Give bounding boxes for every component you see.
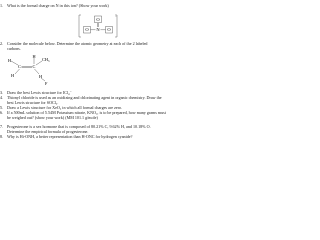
question-text: Draw the best Lewis structure for ICl₄⁻ (7, 90, 72, 95)
question-1 (0, 4, 109, 9)
atom-ch3: CH₃ (42, 57, 50, 62)
svg-text:−: − (115, 14, 117, 18)
top-oxygen: O (96, 17, 100, 22)
question-text: What is the formal charge on N in this ion? (Show your work) (7, 3, 109, 8)
ion-lewis-structure (78, 14, 118, 38)
atom-c2: C (32, 64, 36, 69)
atom-c1: C (18, 64, 21, 69)
left-oxygen: O (85, 27, 89, 32)
question-2 (0, 42, 147, 52)
question-number: 8. (0, 134, 4, 139)
question-number: 7. (0, 124, 4, 129)
atom-h3: H (32, 54, 36, 59)
question-number: 1. (0, 3, 4, 8)
question-6 (0, 111, 166, 121)
question-text: If a 500mL solution of 5.54M Potassium nitrate, KNO₃, is to be prepared, how many grams must (7, 110, 166, 115)
question-number: 6. (0, 110, 4, 115)
question-number: 3. (0, 90, 4, 95)
question-text: Draw a Lewis structure for XeO₃ in which all formal charges are zero. (7, 105, 123, 110)
atom-f: F (45, 81, 48, 86)
right-oxygen: O (107, 27, 111, 32)
molecule-structure (2, 54, 62, 90)
question-text-continued: carbons. (7, 45, 21, 51)
question-text-continued: Determine the empirical formula of progesterone. (7, 128, 89, 134)
atom-h2: H (11, 73, 15, 78)
question-text: Thionyl chloride is used as an oxidizing and chlorinating agent in organic chemistry. Draw the (7, 95, 162, 100)
question-number: 4. (0, 95, 4, 100)
nitrogen-atom: N (96, 27, 100, 32)
atom-h4: H (39, 74, 43, 79)
question-number: 5. (0, 105, 4, 110)
question-text: Why is Hi-ONH, a better representation than H-ONC for hydrogen cyanide? (7, 134, 133, 139)
question-number: 2. (0, 41, 4, 46)
question-text-continued: best Lewis structure for SOCl₂. (7, 99, 59, 105)
question-8 (0, 135, 132, 140)
question-text-continued: be weighed out? (show your work) (MM 101.1 g/mole) (7, 114, 98, 120)
atom-h1: H (8, 58, 12, 63)
question-text: Consider the molecule below. Determine the atomic geometry at each of the 2 labeled (7, 41, 148, 46)
question-text: Progesterone is a sex hormone that is composed of 80.21% C, 9.62% H, and 10.18% O. (7, 124, 151, 129)
